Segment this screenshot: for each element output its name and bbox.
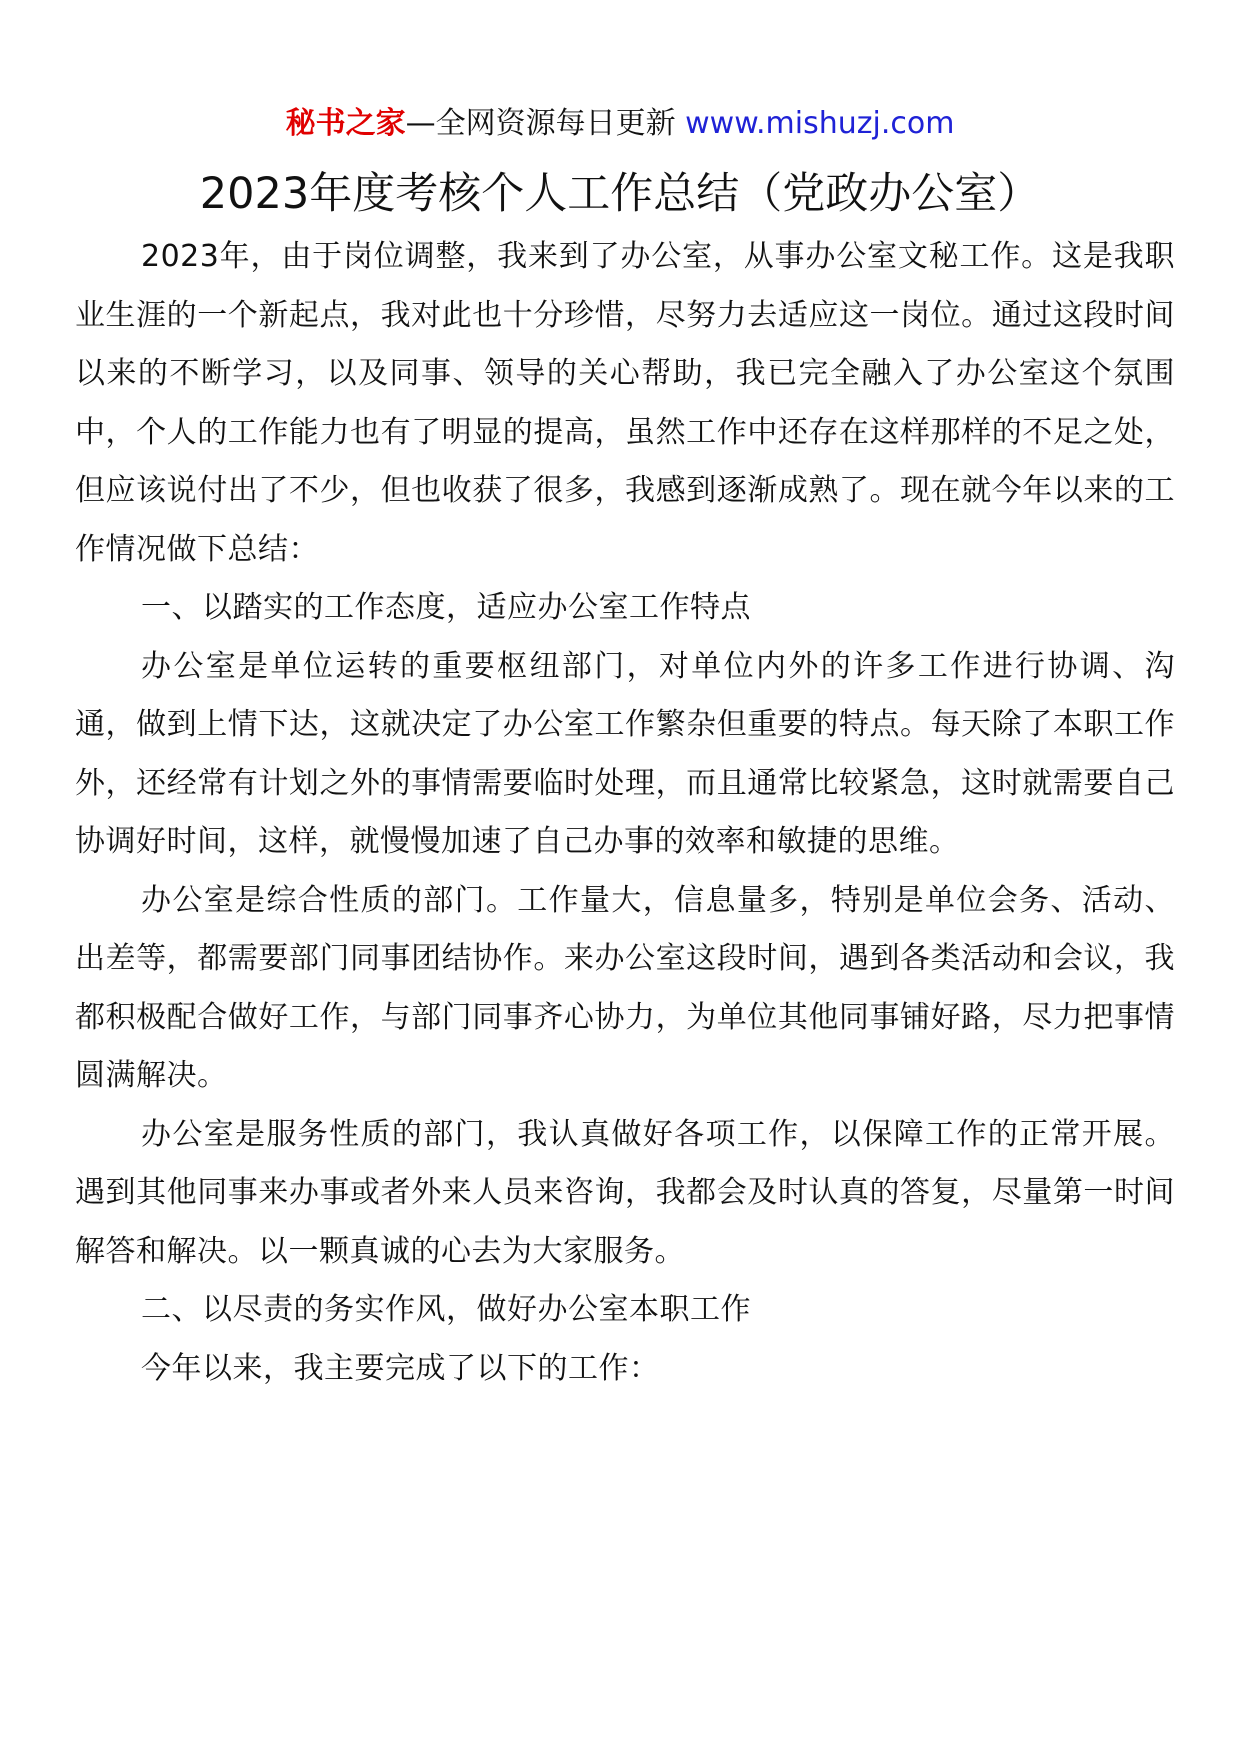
- site-slogan: —全网资源每日更新: [405, 106, 676, 141]
- document-title: 2023年度考核个人工作总结（党政办公室）: [199, 169, 1041, 219]
- site-header: [0, 104, 1240, 144]
- paragraph: 办公室是综合性质的部门。工作量大，信息量多，特别是单位会务、活动、出差等，都需要部门同事团结协作。来办公室这段时间，遇到各类活动和会议，我都积极配合做好工作，与部门同事齐心协力，为单位其他同事铺好路，尽力把事情圆满解决。: [75, 882, 1175, 1093]
- paragraph: 今年以来，我主要完成了以下的工作：: [141, 1350, 660, 1386]
- section-heading-2: 二、以尽责的务实作风，做好办公室本职工作: [141, 1292, 751, 1327]
- paragraph-intro: 2023年，由于岗位调整，我来到了办公室，从事办公室文秘工作。这是我职业生涯的一个新起点，我对此也十分珍惜，尽努力去适应这一岗位。通过这段时间以来的不断学习，以及同事、领导的关心帮助，我已完全融入了办公室这个氛围中，个人的工作能力也有了明显的提高，虽然工作中还存在这样那样的不足之处，但应该说付出了不少，但也收获了很多，我感到逐渐成熟了。现在就今年以来的工作情况做下总结：: [75, 239, 1175, 567]
- section-heading-1: 一、以踏实的工作态度，适应办公室工作特点: [141, 590, 751, 625]
- site-url-link[interactable]: www.mishuzj.com: [685, 106, 955, 141]
- site-brand: 秘书之家: [285, 106, 406, 141]
- paragraph: 办公室是单位运转的重要枢纽部门，对单位内外的许多工作进行协调、沟通，做到上情下达，这就决定了办公室工作繁杂但重要的特点。每天除了本职工作外，还经常有计划之外的事情需要临时处理，而且通常比较紧急，这时就需要自己协调好时间，这样，就慢慢加速了自己办事的效率和敏捷的思维。: [75, 648, 1175, 859]
- paragraph: 办公室是服务性质的部门，我认真做好各项工作，以保障工作的正常开展。遇到其他同事来办事或者外来人员来咨询，我都会及时认真的答复，尽量第一时间解答和解决。以一颗真诚的心去为大家服务。: [75, 1116, 1175, 1269]
- document-body: [75, 228, 1175, 1398]
